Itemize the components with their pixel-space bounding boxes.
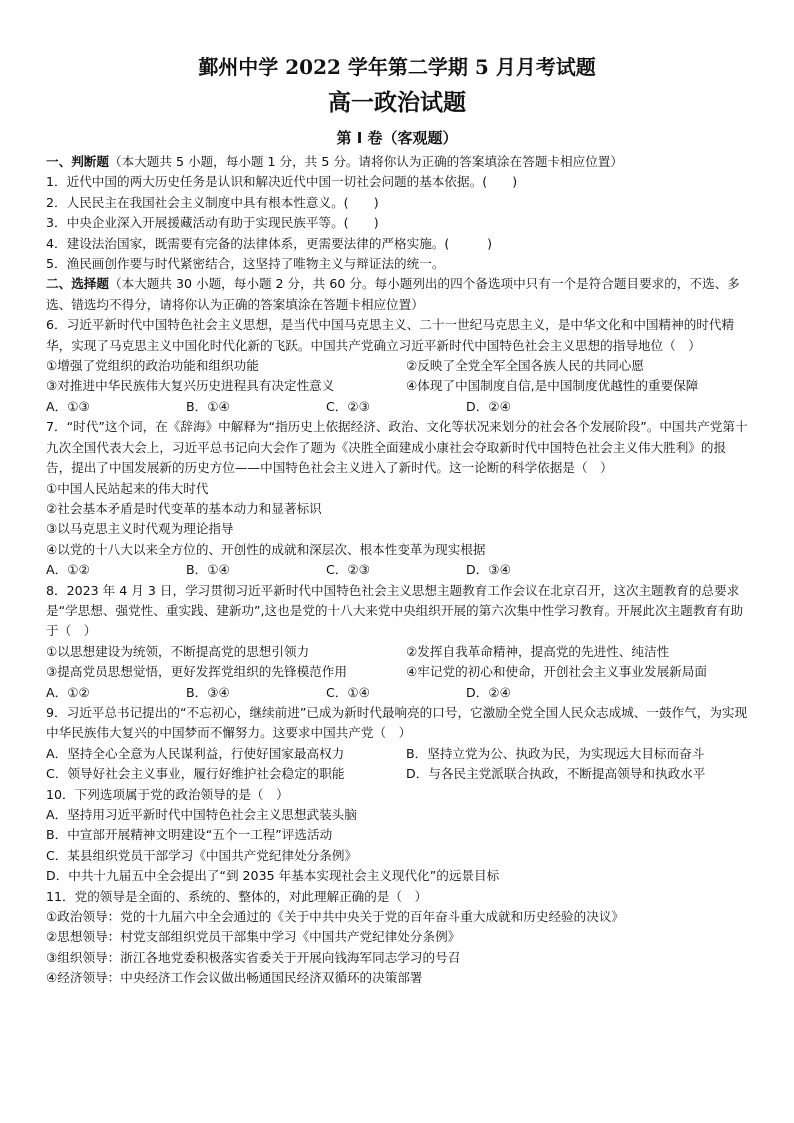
judge-item-4: 4．建设法治国家，既需要有完备的法律体系，更需要法律的严格实施。( ) [46, 235, 493, 251]
section1-heading-bold: 一、判断题 [46, 154, 109, 169]
section2-heading [46, 274, 748, 315]
q8-choice-b: B．③④ [186, 684, 230, 700]
q11-statement-3: ③组织领导：浙江各地党委积极落实省委关于开展向钱海军同志学习的号召 [46, 949, 461, 965]
section1-heading-text: （本大题共 5 小题，每小题 1 分，共 5 分。请将你认为正确的答案填涂在答题卡相应位置） [108, 154, 623, 169]
section2-heading-bold: 二、选择题 [46, 276, 109, 292]
q8-choice-c: C．①④ [326, 684, 370, 700]
judge-item-3: 3．中央企业深入开展援藏活动有助于实现民族平等。( ) [46, 215, 379, 231]
q6-statement-4: ④体现了中国制度自信,是中国制度优越性的重要保障 [406, 378, 699, 394]
q11-statement-2: ②思想领导：村党支部组织党员干部集中学习《中国共产党纪律处分条例》 [46, 929, 461, 945]
q7-choices [46, 560, 748, 580]
q7-choice-b: B．①④ [186, 562, 230, 578]
q8-statement-2: ②发挥自我革命精神，提高党的先进性、纯洁性 [406, 643, 670, 659]
q7-choice-a: A．①② [46, 562, 90, 578]
q6-statements-row1 [46, 356, 748, 376]
section2-heading-text: （本大题共 30 小题，每小题 2 分，共 60 分。每小题列出的四个备选项中只有一个是符合题目要求的，不选、多选、错选均不得分，请将你认为正确的答案填涂在答题卡相应位置） [46, 276, 740, 312]
school-exam-title: 鄞州中学 2022 学年第二学期 5 月月考试题 [198, 55, 596, 79]
q6-choice-b: B．①④ [186, 398, 230, 414]
q10-choice-c: C．某县组织党员干部学习《中国共产党纪律处分条例》 [46, 847, 358, 863]
q8-statement-4: ④牢记党的初心和使命，开创社会主义事业发展新局面 [406, 664, 707, 680]
judge-item-1: 1．近代中国的两大历史任务是认识和解决近代中国一切社会问题的基本依据。( ) [46, 174, 518, 190]
q8-statements-row1 [46, 642, 748, 662]
q8-statement-3: ③提高党员思想觉悟，更好发挥党组织的先锋模范作用 [46, 664, 347, 680]
q11-statement-1: ①政治领导：党的十九届六中全会通过的《关于中共中央关于党的百年奋斗重大成就和历史经验的决议》 [46, 909, 625, 925]
judge-item-5: 5．渔民画创作要与时代紧密结合，这坚持了唯物主义与辩证法的统一。 [46, 256, 445, 272]
q6-statement-2: ②反映了全党全军全国各族人民的共同心愿 [406, 358, 644, 374]
q6-statement-3: ③对推进中华民族伟大复兴历史进程具有决定性意义 [46, 378, 335, 394]
q7-choice-d: D．③④ [466, 562, 511, 578]
q6-choice-d: D．②④ [466, 398, 511, 414]
q8-choice-d: D．②④ [466, 684, 511, 700]
subject-title: 高一政治试题 [328, 90, 466, 116]
q6-choice-a: A．①③ [46, 398, 90, 414]
q9-choice-a: A．坚持全心全意为人民谋利益，行使好国家最高权力 [46, 745, 345, 761]
q7-statement-4: ④以党的十八大以来全方位的、开创性的成就和深层次、根本性变革为现实根据 [46, 541, 486, 557]
q10-choice-b: B．中宣部开展精神文明建设“五个一工程”评选活动 [46, 827, 333, 843]
q9-choice-c: C．领导好社会主义事业，履行好维护社会稳定的职能 [46, 766, 345, 782]
q6-statements-row2 [46, 376, 748, 396]
q6-choices [46, 397, 748, 417]
q8-choice-a: A．①② [46, 684, 90, 700]
judge-item-2: 2．人民民主在我国社会主义制度中具有根本性意义。( ) [46, 194, 379, 210]
q7-choice-c: C．②③ [326, 562, 370, 578]
q7-statement-2: ②社会基本矛盾是时代变革的基本动力和显著标识 [46, 500, 322, 516]
q7-statement-1: ①中国人民站起来的伟大时代 [46, 480, 209, 496]
q10-choice-d: D．中共十九届五中全会提出了“到 2035 年基本实现社会主义现代化”的远景目标 [46, 868, 500, 884]
q11-stem: 11．党的领导是全面的、系统的、整体的，对此理解正确的是（ ） [46, 888, 428, 904]
q7-stem: 7．“时代”这个词，在《辞海》中解释为“指历史上依据经济、政治、文化等状况来划分的社会各个发展阶段”。中国共产党第十九次全国代表大会上，习近平总书记向大会作了题为《决胜全面建成小康社会夺取新时代中国特色社会主义伟大胜利》的报告，提出了中国发展新的历史方位——中国特色社会主义进入了新时代。这一论断的科学依据是（ ） [46, 419, 748, 476]
q8-statements-row2 [46, 662, 748, 682]
q9-stem: 9．习近平总书记提出的“不忘初心，继续前进”已成为新时代最响亮的口号，它激励全党全国人民众志成城、一鼓作气，为实现中华民族伟大复兴的中国梦而不懈努力。这要求中国共产党（ ） [46, 704, 748, 741]
q9-choices-row1 [46, 744, 748, 764]
q6-choice-c: C．②③ [326, 398, 370, 414]
q6-stem: 6．习近平新时代中国特色社会主义思想，是当代中国马克思主义、二十一世纪马克思主义，是中华文化和中国精神的时代精华，实现了马克思主义中国化时代化新的飞跃。中国共产党确立习近平新时代中国特色社会主义思想的指导地位（ ） [46, 317, 735, 353]
q9-choice-d: D．与各民主党派联合执政，不断提高领导和执政水平 [406, 766, 706, 782]
q7-statement-3: ③以马克思主义时代观为理论指导 [46, 521, 234, 537]
section1-heading [46, 152, 748, 172]
q8-statement-1: ①以思想建设为统领，不断提高党的思想引领力 [46, 643, 310, 659]
part-title: 第 I 卷（客观题） [336, 129, 458, 147]
q9-choices-row2 [46, 764, 748, 784]
q8-choices [46, 683, 748, 703]
q10-stem: 10．下列选项属于党的政治领导的是（ ） [46, 786, 289, 802]
q10-choice-a: A．坚持用习近平新时代中国特色社会主义思想武装头脑 [46, 807, 357, 822]
q8-stem: 8．2023 年 4 月 3 日，学习贯彻习近平新时代中国特色社会主义思想主题教育工作会议在北京召开，这次主题教育的总要求是“学思想、强党性、重实践、建新功”,这也是党的十八大来党中央组织开展的第六次集中性学习教育。开展此次主题教育有助于（ ） [46, 582, 744, 639]
q11-statement-4: ④经济领导：中央经济工作会议做出畅通国民经济双循环的决策部署 [46, 970, 423, 986]
q9-choice-b: B．坚持立党为公、执政为民，为实现远大目标而奋斗 [406, 745, 705, 761]
q6-statement-1: ①增强了党组织的政治功能和组织功能 [46, 358, 259, 374]
